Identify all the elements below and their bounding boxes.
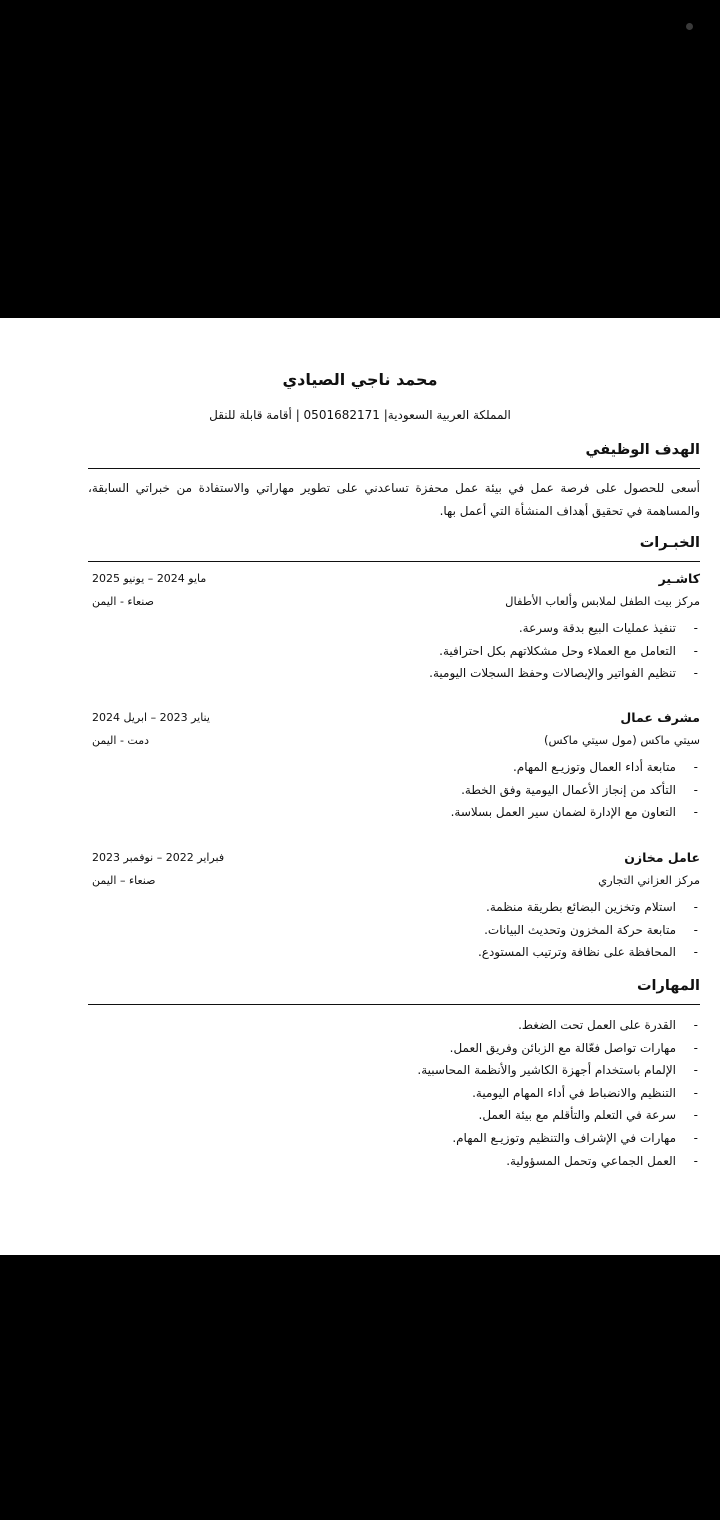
- job-company: سيتي ماكس (مول سيتي ماكس): [544, 733, 700, 747]
- resume-page: [0, 318, 720, 1255]
- skill-item: - العمل الجماعي وتحمل المسؤولية.: [417, 1150, 700, 1173]
- objective-heading: الهدف الوظيفي: [585, 442, 700, 458]
- duty-item: - متابعة حركة المخزون وتحديث البيانات.: [478, 919, 700, 942]
- divider: [88, 561, 700, 562]
- skill-item: - الإلمام باستخدام أجهزة الكاشير والأنظمة المحاسبية.: [417, 1059, 700, 1082]
- contact-line: المملكة العربية السعودية| 0501682171 | أقامة قابلة للنقل: [209, 408, 511, 422]
- duty-item: - التأكد من إنجاز الأعمال اليومية وفق الخطة.: [451, 779, 700, 802]
- job-title: عامل مخازن: [624, 850, 700, 865]
- job-location: صنعاء – اليمن: [92, 874, 156, 887]
- job-duties-list: [429, 617, 700, 685]
- duty-item: - استلام وتخزين البضائع بطريقة منظمة.: [478, 896, 700, 919]
- skills-list: [417, 1014, 700, 1172]
- skill-item: - مهارات في الإشراف والتنظيم وتوزيـع المهام.: [417, 1127, 700, 1150]
- objective-text: أسعى للحصول على فرصة عمل في بيئة عمل محفزة تساعدني على تطوير مهاراتي والاستفادة من خبراتي السابقة، والمساهمة في تحقيق أهداف المنشأة التي أعمل بها.: [88, 481, 700, 518]
- job-dates: يناير 2023 – ابريل 2024: [92, 711, 210, 724]
- duty-item: - متابعة أداء العمال وتوزيـع المهام.: [451, 756, 700, 779]
- job-dates: مايو 2024 – يونيو 2025: [92, 572, 207, 585]
- experience-heading: الخبـرات: [639, 535, 700, 551]
- skills-heading: المهارات: [636, 978, 700, 994]
- duty-item: - التعاون مع الإدارة لضمان سير العمل بسلاسة.: [451, 801, 700, 824]
- job-title: مشرف عمال: [620, 710, 700, 725]
- skill-item: - سرعة في التعلم والتأقلم مع بيئة العمل.: [417, 1104, 700, 1127]
- job-duties-list: [478, 896, 700, 964]
- job-title: كاشـير: [658, 571, 700, 586]
- job-location: صنعاء - اليمن: [92, 595, 154, 608]
- duty-item: - المحافظة على نظافة وترتيب المستودع.: [478, 941, 700, 964]
- candidate-name: محمد ناجي الصيادي: [282, 370, 438, 389]
- job-duties-list: [451, 756, 700, 824]
- divider: [88, 468, 700, 469]
- job-dates: فبراير 2022 – نوفمبر 2023: [92, 851, 225, 864]
- skill-item: - مهارات تواصل فعّالة مع الزبائن وفريق العمل.: [417, 1037, 700, 1060]
- duty-item: - تنفيذ عمليات البيع بدقة وسرعة.: [429, 617, 700, 640]
- camera-dot: [686, 23, 693, 30]
- divider: [88, 1004, 700, 1005]
- job-company: مركز بيت الطفل لملابس وألعاب الأطفال: [505, 594, 700, 608]
- skill-item: - التنظيم والانضباط في أداء المهام اليومية.: [417, 1082, 700, 1105]
- skill-item: - القدرة على العمل تحت الضغط.: [417, 1014, 700, 1037]
- job-location: دمت - اليمن: [92, 734, 150, 747]
- duty-item: - تنظيم الفواتير والإيصالات وحفظ السجلات اليومية.: [429, 662, 700, 685]
- job-company: مركز العزاني التجاري: [598, 873, 700, 887]
- duty-item: - التعامل مع العملاء وحل مشكلاتهم بكل احترافية.: [429, 640, 700, 663]
